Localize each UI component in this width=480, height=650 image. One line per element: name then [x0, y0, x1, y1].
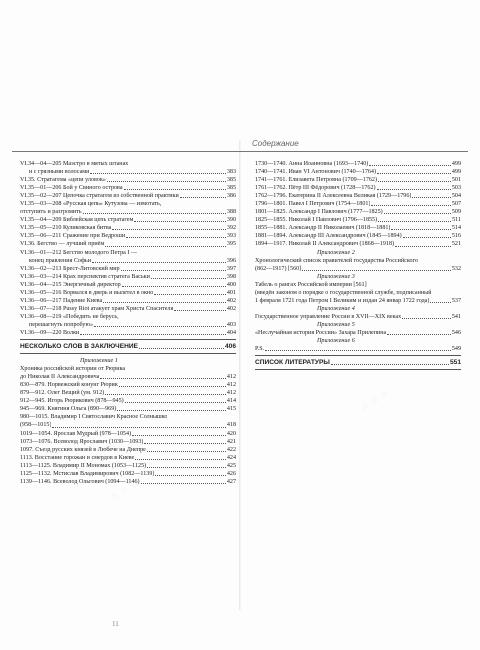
toc-entry: VI.36—02—213 Брест-Литовский мир 397: [20, 265, 236, 272]
toc-entry: VI.35—06—211 Сражение при Ведроши 393: [20, 233, 236, 240]
appendix-title-continuation: (введён законом о порядке о государственной службе, подписанный: [255, 289, 432, 296]
toc-entry-continuation: отступить и разгромить 388: [20, 209, 236, 216]
toc-entry: 1139—1146. Всеволод Ольгович (1094—1146) 427: [20, 478, 236, 485]
toc-entry: 945—969. Княгиня Ольга (890—969) 415: [20, 406, 236, 413]
toc-entry: VI.36—03—214 Крах перспектив стратега Васьки 398: [20, 273, 236, 280]
toc-entry: 1825—1855. Николай I Павлович (1796—1855) 511: [255, 217, 461, 224]
appendix-label: Приложение 1: [80, 358, 118, 365]
toc-entry: 1113. Восстание горожан и смердов в Киеве 424: [20, 454, 236, 461]
toc-entry: 1894—1917. Николай II Александрович (1868—1918) 521: [255, 241, 461, 248]
toc-entry: 1855—1881. Александр II Николаевич (1818—1881) 514: [255, 225, 461, 232]
toc-entry: VI.35—05—210 Куликовская битва 392: [20, 225, 236, 232]
toc-entry: 1741—1761. Елизавета Петровна (1709—1762) 501: [255, 177, 461, 184]
toc-entry: VI.34—04—205 Маэстро в мятых штанах: [20, 161, 129, 167]
toc-entry: VI.36—04—215 Энергичный директор 400: [20, 281, 236, 288]
section-rule: [20, 339, 236, 340]
appendix-title: Табель о рангах Российской империи [561]: [255, 281, 367, 288]
appendix-label: Приложение 3: [317, 273, 355, 280]
toc-entry: 1740—1741. Иван VI Антонович (1740—1764) 499: [255, 169, 461, 176]
appendix-title: P.S. 549: [255, 346, 461, 353]
left-page-number: 11: [112, 620, 119, 628]
section-heading-bibliography: СПИСОК ЛИТЕРАТУРЫ 551: [255, 359, 461, 370]
appendix-title: Государственное управление России в XVII—XIX веках 541: [255, 313, 461, 320]
header-rule: [12, 151, 468, 152]
appendix-title-continuation: 1 февраля 1721 года Петром I Великим и издан 24 январ 1722 года) 537: [255, 297, 461, 304]
toc-entry-continuation: и с грязными волосами 383: [29, 169, 236, 176]
appendix-title: «Неслучайная история России» Захара Прилепина 546: [255, 329, 461, 336]
right-page: [255, 160, 461, 373]
watermark-mark: [357, 384, 393, 417]
toc-entry-continuation: перешагнуть попробую» 403: [29, 321, 236, 328]
toc-entry: VI.35—02—207 Цепочка стратагем из собственной практики 386: [20, 193, 236, 200]
toc-entry: 1881—1894. Александр III Александрович (1845—1894) 516: [255, 233, 461, 240]
toc-entry-continuation: конец правления Софьи 396: [29, 257, 236, 264]
toc-entry: VI.35—03—208 «Русская цепь» Кутузова — измотать,: [20, 201, 162, 208]
toc-entry: 1730—1740. Анна Иоанновна (1693—1740) 499: [255, 161, 461, 167]
toc-entry: 1097. Съезд русских князей в Любече на Днепре 422: [20, 446, 236, 453]
section-heading-conclusion: НЕСКОЛЬКО СЛОВ В ЗАКЛЮЧЕНИЕ 406: [20, 343, 236, 354]
toc-entry: 912—945. Игорь Рюрикович (878—945) 414: [20, 398, 236, 405]
toc-entry-continuation: (958—1015) 418: [20, 422, 236, 429]
toc-entry: VI.35. Стратагема «цепи уловок» 385: [20, 177, 236, 184]
toc-entry: VI.36—05—216 Ворвался в дверь и вылетел в окно 401: [20, 289, 236, 296]
appendix-title-continuation: до Николая II Александровича 412: [20, 374, 236, 381]
toc-entry: 980—1015. Владимир I Святославич Красное Солнышко: [20, 414, 168, 421]
toc-entry: VI.36—08—219 «Победить не берусь,: [20, 313, 119, 320]
appendix-label: Приложение 2: [317, 249, 355, 256]
toc-entry: 1125—1132. Мстислав Владимирович (1082—1139) 426: [20, 470, 236, 477]
appendix-title-continuation: (862—1917) [560] 532: [255, 265, 461, 272]
toc-entry: VI.35—01—206 Бой у Свиного острова 385: [20, 185, 236, 192]
toc-entry: 879—912. Олег Вещий (ум. 912) 412: [20, 390, 236, 397]
appendix-title: Хронологический список правителей государства Российского: [255, 257, 418, 264]
appendix-label: Приложение 4: [317, 305, 355, 312]
left-page: [20, 160, 236, 486]
toc-entry: VI.36—06—217 Падение Киева 402: [20, 297, 236, 304]
appendix-title: Хроника российской истории от Рюрика: [20, 366, 126, 373]
toc-entry: 1113—1125. Владимир II Мономах (1053—1125) 425: [20, 462, 236, 469]
toc-entry: 1073—1076. Всеволод Ярославич (1030—1093) 421: [20, 438, 236, 445]
toc-entry: VI.36—01—212 Бегство молодого Петра I —: [20, 249, 138, 256]
running-header: Содержание: [252, 139, 299, 148]
appendix-label: Приложение 5: [317, 321, 355, 328]
section-rule: [255, 355, 461, 356]
toc-entry: VI.36. Бегство — лучший приём 395: [20, 241, 236, 248]
toc-entry: 1019—1054. Ярослав Мудрый (978—1054) 420: [20, 430, 236, 437]
toc-entry: 830—879. Норвежский конунг Рюрик 412: [20, 382, 236, 389]
toc-entry: VI.36—09—220 Волки 404: [20, 329, 236, 336]
toc-entry: VI.36—07—218 Pussy Riot атакует храм Христа Спасителя 402: [20, 305, 236, 312]
toc-entry: 1801—1825. Александр I Павлович (1777—1825) 509: [255, 209, 461, 216]
toc-entry: 1762—1796. Екатерина II Алексеевна Великая (1729—1796) 504: [255, 193, 461, 200]
toc-entry: 1761—1762. Пётр III Фёдорович (1728—1762) 503: [255, 185, 461, 192]
toc-entry: VI.35—04—209 Библейская цепь стратагем 390: [20, 217, 236, 224]
toc-entry: 1796—1801. Павел I Петрович (1754—1801) 507: [255, 201, 461, 208]
book-gutter: [239, 140, 241, 610]
appendix-label: Приложение 6: [317, 338, 355, 345]
